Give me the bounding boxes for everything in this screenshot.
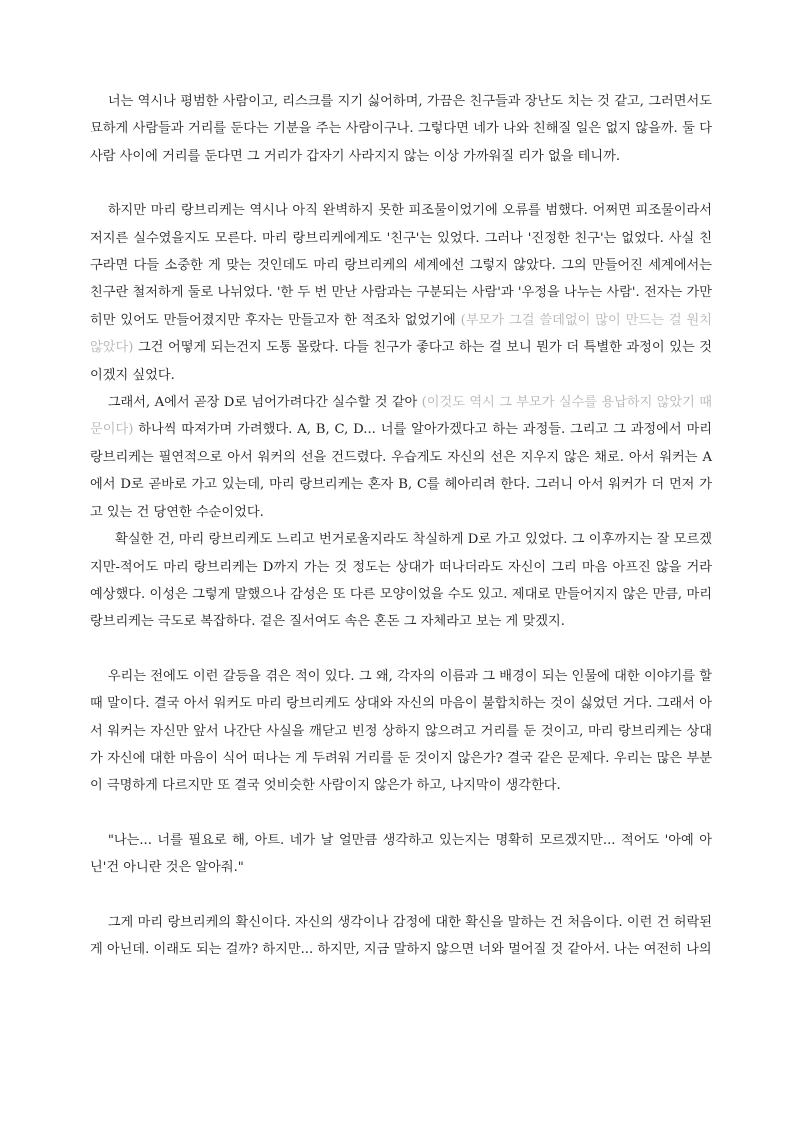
- paragraph-4-text: 확실한 건, 마리 랑브리케도 느리고 번거로울지라도 착실하게 D로 가고 있었다. 그 이후까지는 잘 모르겠지만-적어도 마리 랑브리케는 D까지 가는 것 정도는 상대가 떠나더라도 자신이 그리 마음 아프진 않을 거라 예상했다. 이성은 그렇게 말했으나 감성은 또 다른 모양이었을 수도 있고. 제대로 만들어지지 않은 만큼, 마리 랑브리케는 극도로 복잡하다. 겉은 질서여도 속은 혼돈 그 자체라고 보는 게 맞겠지.: [90, 532, 712, 630]
- paragraph-4: [90, 526, 712, 636]
- paragraph-3-aside-note: (이것도 역시 그 부모가 실수를 용납하지 않았기 때문이다): [90, 395, 712, 438]
- paragraph-3: [90, 389, 712, 526]
- paragraph-2-aside-note: (부모가 그걸 쓸데없이 많이 만드는 걸 원치 않았다): [90, 312, 712, 356]
- paragraph-3-text-b: 하나씩 따져가며 가려했다. A, B, C, D... 너를 알아가겠다고 하는 과정들. 그리고 그 과정에서 마리 랑브리케는 필연적으로 아서 워커의 선을 건드렸다. 우습게도 자신의 선은 지우지 않은 채로. 아서 워커는 A에서 D로 곧바로 가고 있는데, 마리 랑브리케는 혼자 B, C를 헤아리려 한다. 그러니 아서 워커가 더 먼저 가고 있는 건 당연한 수순이었다.: [90, 422, 712, 520]
- paragraph-5: [90, 663, 712, 800]
- paragraph-1: [90, 88, 712, 170]
- paragraph-2-text-a: 하지만 마리 랑브리케는 역시나 아직 완벽하지 못한 피조물이었기에 오류를 범했다. 어쩌면 피조물이라서 저지른 실수였을지도 모른다. 마리 랑브리케에게도 '친구'는 있었다. 그러나 '진정한 친구'는 없었다. 사실 친구라면 다들 소중한 게 맞는 것인데도 마리 랑브리케의 세계에선 그렇지 않았다. 그의 만들어진 세계에서는 친구란 철저하게 둘로 나뉘었다. '한 두 번 만난 사람과는 구분되는 사람'과 '우정을 나누는 사람'. 전자는 가만히만 있어도 만들어졌지만 후자는 만들고자 한 적조차 없었기에: [90, 203, 712, 328]
- paragraph-7: [90, 909, 712, 964]
- document-page: [90, 88, 712, 963]
- paragraph-3-text-a: 그래서, A에서 곧장 D로 넘어가려다간 실수할 것 같아: [107, 395, 422, 411]
- paragraph-2-text-b: 그건 어떻게 되는건지 도통 몰랐다. 다들 친구가 좋다고 하는 걸 보니 뭔가 더 특별한 과정이 있는 것이겠지 싶었다.: [90, 340, 712, 383]
- dialogue-quote: [90, 827, 712, 882]
- dialogue-quote-text: "나는... 너를 필요로 해, 아트. 네가 날 얼만큼 생각하고 있는지는 명확히 모르겠지만... 적어도 '아예 아닌'건 아니란 것은 알아줘.": [90, 832, 712, 876]
- paragraph-7-text: 그게 마리 랑브리케의 확신이다. 자신의 생각이나 감정에 대한 확신을 말하는 건 처음이다. 이런 건 허락된 게 아닌데. 이래도 되는 걸까? 하지만... 하지만, 지금 말하지 않으면 너와 멀어질 것 같아서. 나는 여전히 나의: [90, 914, 712, 957]
- paragraph-2: [90, 197, 712, 389]
- paragraph-5-text: 우리는 전에도 이런 갈등을 겪은 적이 있다. 그 왜, 각자의 이름과 그 배경이 되는 인물에 대한 이야기를 할 때 말이다. 결국 아서 워커도 마리 랑브리케도 상대와 자신의 마음이 불합치하는 것이 싫었던 거다. 그래서 아서 워커는 자신만 앞서 나간단 사실을 깨닫고 빈정 상하지 않으려고 거리를 둔 것이고, 마리 랑브리케는 상대가 자신에 대한 마음이 식어 떠나는 게 두려워 거리를 둔 것이지 않은가? 결국 같은 문제다. 우리는 많은 부분이 극명하게 다르지만 또 결국 엇비슷한 사람이지 않은가 하고, 나지막이 생각한다.: [90, 668, 712, 794]
- paragraph-1-text: 너는 역시나 평범한 사람이고, 리스크를 지기 싫어하며, 가끔은 친구들과 장난도 치는 것 같고, 그러면서도 묘하게 사람들과 거리를 둔다는 기분을 주는 사람이구나. 그렇다면 네가 나와 친해질 일은 없지 않을까. 둘 다 사람 사이에 거리를 둔다면 그 거리가 갑자기 사라지지 않는 이상 가까워질 리가 없을 테니까.: [90, 94, 712, 164]
